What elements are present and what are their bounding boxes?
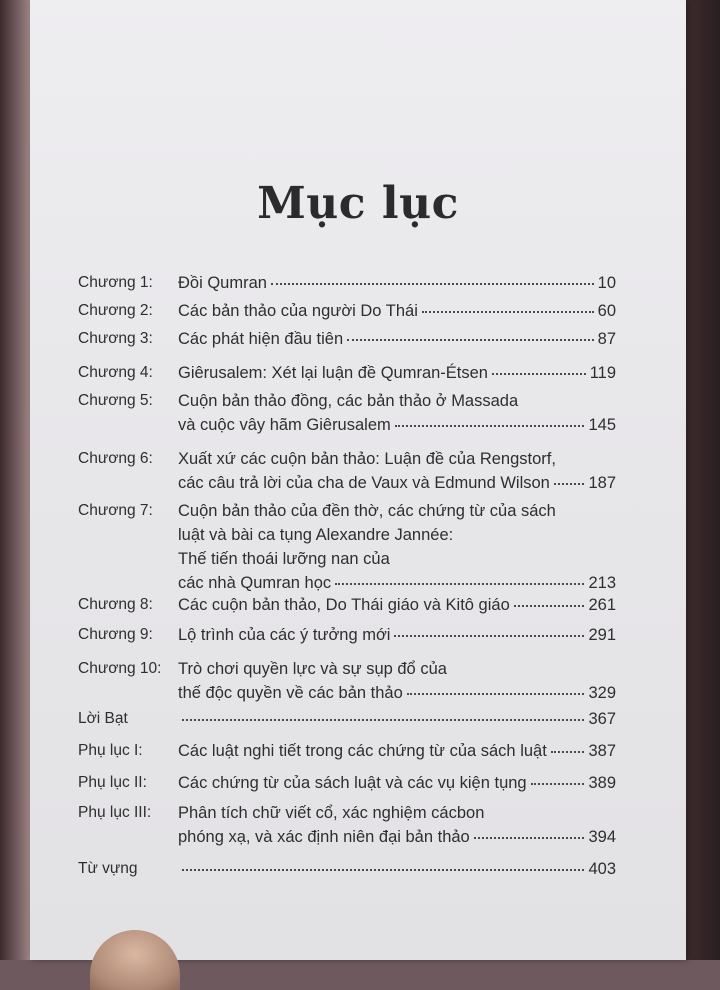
toc-entry-line [178, 594, 616, 616]
toc-entry-text: Các luật nghi tiết trong các chứng từ của sách luật [178, 742, 547, 760]
book-page [30, 0, 686, 960]
toc-entry-line [178, 362, 616, 384]
toc-entry-line [178, 708, 616, 730]
toc-entry-line [178, 858, 616, 880]
toc-entry-page-number: 403 [588, 860, 616, 878]
toc-entry-label: Phụ lục I: [78, 742, 143, 759]
toc-entry-line [178, 740, 616, 762]
toc-entry-text: Phân tích chữ viết cổ, xác nghiệm cácbon [178, 804, 485, 822]
dot-leader [271, 282, 594, 285]
dot-leader [182, 718, 584, 721]
toc-entry-text: phóng xạ, và xác định niên đại bản thảo [178, 828, 470, 846]
dot-leader [514, 604, 585, 607]
toc-entry-text: luật và bài ca tụng Alexandre Jannée: [178, 526, 454, 544]
toc-entry-label: Chương 5: [78, 392, 153, 409]
toc-entry-label: Từ vựng [78, 860, 138, 877]
dot-leader [335, 582, 584, 585]
toc-entry-text: và cuộc vây hãm Giêrusalem [178, 416, 391, 434]
toc-entry-text: Lộ trình của các ý tưởng mới [178, 626, 391, 644]
toc-entry-page-number: 119 [589, 364, 616, 382]
dot-leader [422, 310, 594, 313]
toc-entry-text: Trò chơi quyền lực và sự sụp đổ của [178, 660, 447, 678]
toc-entry-text: Giêrusalem: Xét lại luận đề Qumran-Étsen [178, 364, 488, 382]
toc-entry-text: các câu trả lời của cha de Vaux và Edmund Wilson [178, 474, 550, 492]
toc-entry-text: Xuất xứ các cuộn bản thảo: Luận đề của Rengstorf, [178, 450, 556, 468]
toc-entry-line [178, 500, 616, 522]
toc-entry-page-number: 291 [588, 626, 616, 644]
toc-entry-page-number: 187 [588, 474, 616, 492]
dot-leader [182, 868, 584, 871]
page-title: Mục lục [257, 178, 459, 229]
dot-leader [554, 482, 585, 485]
dot-leader [492, 372, 586, 375]
toc-entry-label: Chương 3: [78, 330, 153, 347]
toc-entry-text: thế độc quyền về các bản thảo [178, 684, 403, 702]
toc-entry-line [178, 414, 616, 436]
toc-entry-line [178, 300, 616, 322]
toc-entry-text: Đồi Qumran [178, 274, 267, 292]
toc-entry-line [178, 658, 616, 680]
toc-entry-text: các nhà Qumran học [178, 574, 332, 592]
toc-entry-page-number: 367 [588, 710, 616, 728]
toc-entry-line [178, 272, 616, 294]
dot-leader [551, 750, 585, 753]
toc-entry-text: Cuộn bản thảo của đền thờ, các chứng từ của sách [178, 502, 556, 520]
toc-entry-page-number: 60 [597, 302, 616, 320]
toc-entry-page-number: 213 [588, 574, 616, 592]
toc-entry-text: Các chứng từ của sách luật và các vụ kiện tụng [178, 774, 527, 792]
toc-entry-page-number: 10 [597, 274, 616, 292]
dot-leader [395, 424, 585, 427]
toc-entry-text: Thế tiến thoái lưỡng nan của [178, 550, 390, 568]
dot-leader [474, 836, 585, 839]
toc-entry-line [178, 624, 616, 646]
toc-entry-line [178, 390, 616, 412]
toc-entry-text: Các bản thảo của người Do Thái [178, 302, 418, 320]
dot-leader [407, 692, 585, 695]
dot-leader [531, 782, 585, 785]
toc-entry-line [178, 328, 616, 350]
toc-entry-label: Chương 10: [78, 660, 162, 677]
toc-entry-page-number: 261 [588, 596, 616, 614]
toc-entry-line [178, 524, 616, 546]
toc-entry-text: Cuộn bản thảo đồng, các bản thảo ở Massada [178, 392, 519, 410]
toc-entry-page-number: 329 [588, 684, 616, 702]
table-of-contents [30, 0, 686, 960]
dot-leader [347, 338, 594, 341]
toc-entry-line [178, 548, 616, 570]
toc-entry-label: Chương 9: [78, 626, 153, 643]
toc-entry-line [178, 772, 616, 794]
toc-entry-page-number: 394 [588, 828, 616, 846]
toc-entry-line [178, 682, 616, 704]
toc-entry-label: Chương 2: [78, 302, 153, 319]
toc-entry-line [178, 572, 616, 594]
toc-entry-label: Phụ lục II: [78, 774, 147, 791]
toc-entry-page-number: 387 [588, 742, 616, 760]
toc-entry-label: Phụ lục III: [78, 804, 152, 821]
toc-entry-text: Các phát hiện đầu tiên [178, 330, 344, 348]
toc-entry-page-number: 145 [588, 416, 616, 434]
dot-leader [394, 634, 584, 637]
toc-entry-label: Chương 8: [78, 596, 153, 613]
toc-entry-line [178, 826, 616, 848]
toc-entry-line [178, 448, 616, 470]
toc-entry-line [178, 472, 616, 494]
toc-entry-label: Chương 1: [78, 274, 153, 291]
toc-entry-label: Lời Bạt [78, 710, 128, 727]
toc-entry-label: Chương 6: [78, 450, 153, 467]
toc-entry-text: Các cuộn bản thảo, Do Thái giáo và Kitô giáo [178, 596, 510, 614]
toc-entry-label: Chương 4: [78, 364, 153, 381]
toc-entry-page-number: 389 [588, 774, 616, 792]
toc-entry-line [178, 802, 616, 824]
toc-entry-page-number: 87 [597, 330, 616, 348]
toc-entry-label: Chương 7: [78, 502, 153, 519]
